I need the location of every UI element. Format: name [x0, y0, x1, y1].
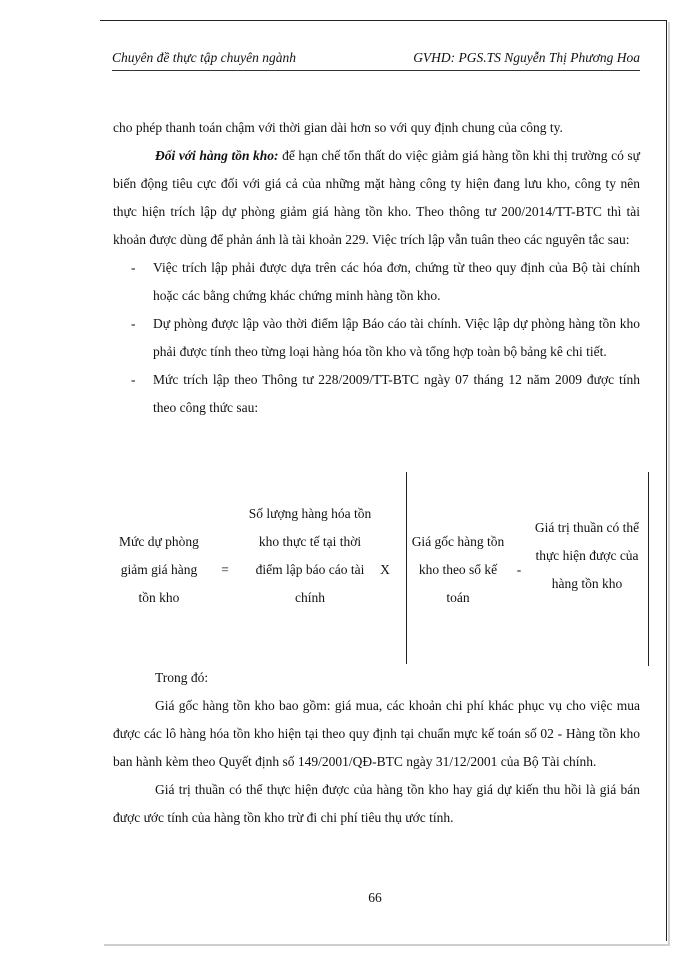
- page-header: [112, 44, 640, 71]
- body-section-top: [113, 114, 640, 422]
- page-number: 66: [368, 890, 382, 905]
- paragraph-net-realizable: Giá trị thuần có thể thực hiện được của hàng tồn kho hay giá dự kiến thu hồi là giá bán được ước tính của hàng tồn kho trừ đi chi phí tiêu thụ ước tính.: [113, 782, 640, 825]
- provision-formula: [113, 470, 653, 670]
- formula-minus: -: [516, 562, 522, 577]
- formula-inventory-quantity: Số lượng hàng hóa tồn kho thực tế tại thời điểm lập báo cáo tài chính: [248, 506, 372, 605]
- bullet-dash: -: [131, 260, 136, 275]
- bullet-dash: -: [131, 316, 136, 331]
- header-supervisor: GVHD: PGS.TS Nguyễn Thị Phương Hoa: [413, 50, 640, 65]
- paragraph-original-cost: Giá gốc hàng tồn kho bao gồm: giá mua, các khoản chi phí khác phục vụ cho việc mua được các lô hàng hóa tồn kho hiện tại theo quy định tại chuẩn mực kế toán số 02 - Hàng tồn kho ban hành kèm theo Quyết định số 149/2001/QĐ-BTC ngày 31/12/2001 của Bộ Tài chính.: [113, 698, 640, 769]
- bullet-text: Mức trích lập theo Thông tư 228/2009/TT-BTC ngày 07 tháng 12 năm 2009 được tính theo công thức sau:: [153, 372, 640, 415]
- formula-original-cost: Giá gốc hàng tồn kho theo sổ kế toán: [411, 534, 505, 605]
- formula-net-realizable-value: Giá trị thuần có thể thực hiện được của hàng tồn kho: [534, 520, 640, 591]
- inventory-lead: Đối với hàng tồn kho:: [155, 148, 279, 163]
- bullet-text: Dự phòng được lập vào thời điểm lập Báo cáo tài chính. Việc lập dự phòng hàng tồn kho phải được tính theo từng loại hàng hóa tồn kho và tổng hợp toàn bộ bảng kê chi tiết.: [153, 316, 640, 359]
- bullet-item: [113, 310, 640, 366]
- paragraph-inventory: [113, 142, 640, 254]
- inventory-text: để hạn chế tổn thất do việc giảm giá hàng tồn khi thị trường có sự biến động tiêu cực đối với giá cả của những mặt hàng công ty hiện đang lưu kho, công ty nên thực hiện trích lập dự phòng giảm giá hàng tồn kho. Theo thông tư 200/2014/TT-BTC thì tài khoản được dùng để phản ánh là tài khoản 229. Việc trích lập vẫn tuân theo các nguyên tắc sau:: [113, 148, 640, 247]
- formula-provision-amount: Mức dự phòng giảm giá hàng tồn kho: [119, 534, 199, 605]
- formula-equals: =: [221, 562, 229, 577]
- formula-left-rule: [406, 472, 407, 664]
- formula-right-rule: [648, 472, 649, 666]
- bullet-text: Việc trích lập phải được dựa trên các hóa đơn, chứng từ theo quy định của Bộ tài chính hoặc các bằng chứng khác chứng minh hàng tồn kho.: [153, 260, 640, 303]
- bullet-dash: -: [131, 372, 136, 387]
- header-course-title: Chuyên đề thực tập chuyên ngành: [112, 50, 296, 65]
- where-label: Trong đó:: [155, 670, 209, 685]
- formula-times: X: [380, 562, 390, 577]
- bullet-item: [113, 366, 640, 422]
- body-section-bottom: [113, 664, 640, 832]
- bullet-item: [113, 254, 640, 310]
- paragraph-continuation: cho phép thanh toán chậm với thời gian dài hơn so với quy định chung của công ty.: [113, 120, 563, 135]
